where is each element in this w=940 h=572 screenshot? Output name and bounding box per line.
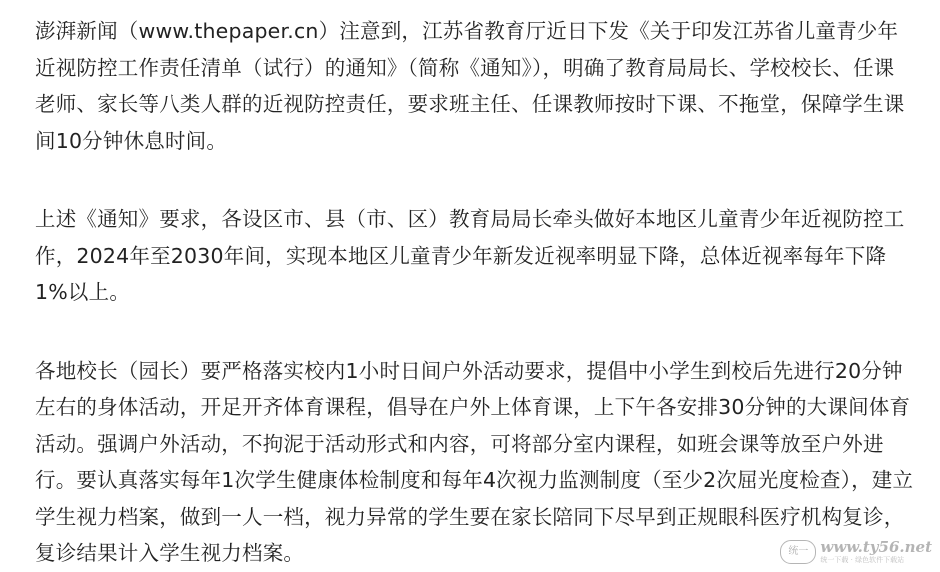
article-paragraph-1: 澎湃新闻（www.thepaper.cn）注意到，江苏省教育厅近日下发《关于印发江苏省儿童青少年近视防控工作责任清单（试行）的通知》（简称《通知》），明确了教育局局长、学校校长、任课老师、家长等八类人群的近视防控责任，要求班主任、任课教师按时下课、不拖堂，保障学生课间10分钟休息时间。	[35, 19, 905, 153]
watermark-text	[820, 540, 932, 564]
article-paragraph-3: 各地校长（园长）要严格落实校内1小时日间户外活动要求，提倡中小学生到校后先进行20分钟左右的身体活动，开足开齐体育课程，倡导在户外上体育课，上下午各安排30分钟的大课间体育活动。强调户外活动，不拘泥于活动形式和内容，可将部分室内课程，如班会课等放至户外进行。要认真落实每年1次学生健康体检制度和每年4次视力监测制度（至少2次屈光度检查），建立学生视力档案，做到一人一档，视力异常的学生要在家长陪同下尽早到正规眼科医疗机构复诊，复诊结果计入学生视力档案。	[35, 358, 914, 565]
article-paragraph-2: 上述《通知》要求，各设区市、县（市、区）教育局局长牵头做好本地区儿童青少年近视防控工作，2024年至2030年间，实现本地区儿童青少年新发近视率明显下降，总体近视率每年下降1%以上。	[35, 207, 905, 304]
site-watermark	[780, 540, 932, 564]
watermark-subtitle: 统一下载 · 绿色软件下载站	[820, 556, 905, 564]
watermark-url: www.ty56.net	[820, 538, 932, 556]
article-body	[35, 13, 915, 572]
watermark-logo-icon: 统一	[780, 540, 816, 564]
